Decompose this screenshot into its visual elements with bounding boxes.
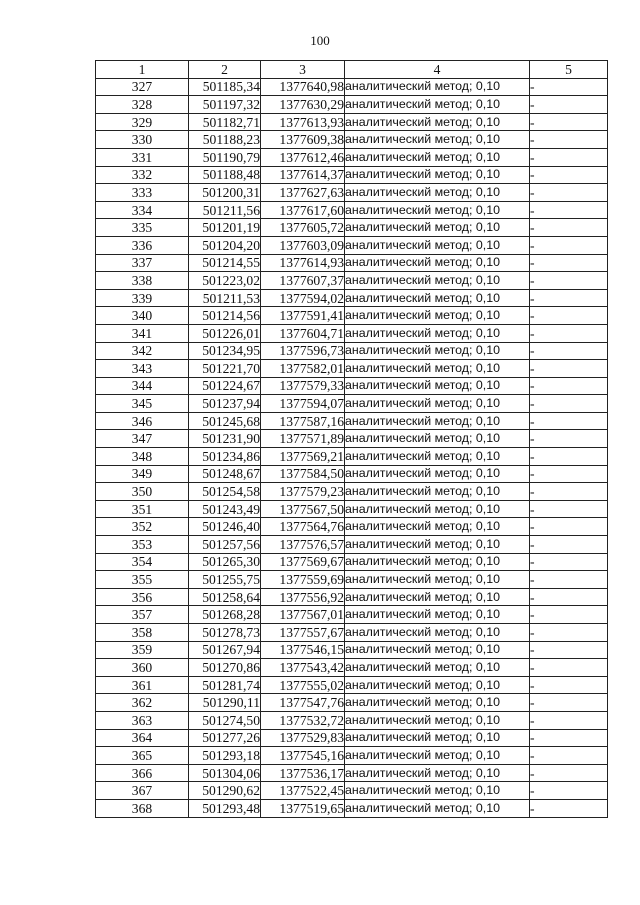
method-cell: аналитический метод; 0,10 — [345, 465, 530, 483]
note-cell: - — [530, 536, 608, 554]
method-cell: аналитический метод; 0,10 — [345, 764, 530, 782]
y-coordinate-cell: 1377557,67 — [261, 624, 345, 642]
point-number-cell: 339 — [96, 289, 189, 307]
y-coordinate-cell: 1377613,93 — [261, 113, 345, 131]
y-coordinate-cell: 1377567,50 — [261, 500, 345, 518]
table-row — [96, 184, 608, 202]
y-coordinate-cell: 1377532,72 — [261, 711, 345, 729]
y-coordinate-cell: 1377543,42 — [261, 659, 345, 677]
x-coordinate-cell: 501246,40 — [189, 518, 261, 536]
table-row — [96, 131, 608, 149]
method-cell: аналитический метод; 0,10 — [345, 289, 530, 307]
note-cell: - — [530, 307, 608, 325]
note-cell: - — [530, 184, 608, 202]
note-cell: - — [530, 430, 608, 448]
coordinates-table — [95, 60, 608, 818]
y-coordinate-cell: 1377594,02 — [261, 289, 345, 307]
method-cell: аналитический метод; 0,10 — [345, 219, 530, 237]
x-coordinate-cell: 501204,20 — [189, 236, 261, 254]
table-row — [96, 764, 608, 782]
note-cell: - — [530, 236, 608, 254]
point-number-cell: 331 — [96, 148, 189, 166]
x-coordinate-cell: 501290,11 — [189, 694, 261, 712]
x-coordinate-cell: 501243,49 — [189, 500, 261, 518]
method-cell: аналитический метод; 0,10 — [345, 272, 530, 290]
note-cell: - — [530, 483, 608, 501]
x-coordinate-cell: 501265,30 — [189, 553, 261, 571]
method-cell: аналитический метод; 0,10 — [345, 553, 530, 571]
method-cell: аналитический метод; 0,10 — [345, 483, 530, 501]
y-coordinate-cell: 1377569,67 — [261, 553, 345, 571]
method-cell: аналитический метод; 0,10 — [345, 747, 530, 765]
method-cell: аналитический метод; 0,10 — [345, 729, 530, 747]
method-cell: аналитический метод; 0,10 — [345, 676, 530, 694]
header-cell: 1 — [96, 61, 189, 79]
point-number-cell: 334 — [96, 201, 189, 219]
note-cell: - — [530, 606, 608, 624]
method-cell: аналитический метод; 0,10 — [345, 448, 530, 466]
x-coordinate-cell: 501293,18 — [189, 747, 261, 765]
table-row — [96, 606, 608, 624]
x-coordinate-cell: 501188,23 — [189, 131, 261, 149]
header-cell: 4 — [345, 61, 530, 79]
point-number-cell: 351 — [96, 500, 189, 518]
point-number-cell: 366 — [96, 764, 189, 782]
point-number-cell: 352 — [96, 518, 189, 536]
note-cell: - — [530, 113, 608, 131]
point-number-cell: 355 — [96, 571, 189, 589]
x-coordinate-cell: 501234,86 — [189, 448, 261, 466]
x-coordinate-cell: 501278,73 — [189, 624, 261, 642]
point-number-cell: 341 — [96, 324, 189, 342]
note-cell: - — [530, 272, 608, 290]
table-row — [96, 694, 608, 712]
method-cell: аналитический метод; 0,10 — [345, 377, 530, 395]
method-cell: аналитический метод; 0,10 — [345, 342, 530, 360]
note-cell: - — [530, 676, 608, 694]
method-cell: аналитический метод; 0,10 — [345, 711, 530, 729]
point-number-cell: 367 — [96, 782, 189, 800]
x-coordinate-cell: 501224,67 — [189, 377, 261, 395]
point-number-cell: 333 — [96, 184, 189, 202]
note-cell: - — [530, 324, 608, 342]
table-row — [96, 518, 608, 536]
table-row — [96, 324, 608, 342]
note-cell: - — [530, 289, 608, 307]
table-row — [96, 641, 608, 659]
x-coordinate-cell: 501211,56 — [189, 201, 261, 219]
note-cell: - — [530, 412, 608, 430]
y-coordinate-cell: 1377522,45 — [261, 782, 345, 800]
x-coordinate-cell: 501268,28 — [189, 606, 261, 624]
y-coordinate-cell: 1377569,21 — [261, 448, 345, 466]
table-row — [96, 113, 608, 131]
x-coordinate-cell: 501226,01 — [189, 324, 261, 342]
x-coordinate-cell: 501290,62 — [189, 782, 261, 800]
header-cell: 3 — [261, 61, 345, 79]
method-cell: аналитический метод; 0,10 — [345, 307, 530, 325]
method-cell: аналитический метод; 0,10 — [345, 799, 530, 817]
note-cell: - — [530, 659, 608, 677]
point-number-cell: 348 — [96, 448, 189, 466]
y-coordinate-cell: 1377603,09 — [261, 236, 345, 254]
note-cell: - — [530, 78, 608, 96]
table-row — [96, 412, 608, 430]
y-coordinate-cell: 1377614,37 — [261, 166, 345, 184]
point-number-cell: 337 — [96, 254, 189, 272]
note-cell: - — [530, 782, 608, 800]
note-cell: - — [530, 254, 608, 272]
method-cell: аналитический метод; 0,10 — [345, 201, 530, 219]
table-row — [96, 289, 608, 307]
table-row — [96, 307, 608, 325]
method-cell: аналитический метод; 0,10 — [345, 694, 530, 712]
y-coordinate-cell: 1377571,89 — [261, 430, 345, 448]
y-coordinate-cell: 1377617,60 — [261, 201, 345, 219]
note-cell: - — [530, 624, 608, 642]
header-row — [96, 61, 608, 79]
method-cell: аналитический метод; 0,10 — [345, 606, 530, 624]
y-coordinate-cell: 1377587,16 — [261, 412, 345, 430]
y-coordinate-cell: 1377582,01 — [261, 360, 345, 378]
table-row — [96, 430, 608, 448]
point-number-cell: 344 — [96, 377, 189, 395]
table-row — [96, 729, 608, 747]
y-coordinate-cell: 1377609,38 — [261, 131, 345, 149]
y-coordinate-cell: 1377614,93 — [261, 254, 345, 272]
note-cell: - — [530, 588, 608, 606]
note-cell: - — [530, 571, 608, 589]
x-coordinate-cell: 501223,02 — [189, 272, 261, 290]
y-coordinate-cell: 1377576,57 — [261, 536, 345, 554]
x-coordinate-cell: 501293,48 — [189, 799, 261, 817]
method-cell: аналитический метод; 0,10 — [345, 131, 530, 149]
x-coordinate-cell: 501190,79 — [189, 148, 261, 166]
x-coordinate-cell: 501255,75 — [189, 571, 261, 589]
method-cell: аналитический метод; 0,10 — [345, 430, 530, 448]
y-coordinate-cell: 1377567,01 — [261, 606, 345, 624]
note-cell: - — [530, 641, 608, 659]
x-coordinate-cell: 501258,64 — [189, 588, 261, 606]
point-number-cell: 357 — [96, 606, 189, 624]
table-row — [96, 395, 608, 413]
y-coordinate-cell: 1377519,65 — [261, 799, 345, 817]
x-coordinate-cell: 501274,50 — [189, 711, 261, 729]
x-coordinate-cell: 501211,53 — [189, 289, 261, 307]
method-cell: аналитический метод; 0,10 — [345, 588, 530, 606]
note-cell: - — [530, 342, 608, 360]
table-row — [96, 166, 608, 184]
x-coordinate-cell: 501231,90 — [189, 430, 261, 448]
point-number-cell: 327 — [96, 78, 189, 96]
method-cell: аналитический метод; 0,10 — [345, 254, 530, 272]
method-cell: аналитический метод; 0,10 — [345, 236, 530, 254]
x-coordinate-cell: 501254,58 — [189, 483, 261, 501]
x-coordinate-cell: 501237,94 — [189, 395, 261, 413]
note-cell: - — [530, 377, 608, 395]
table-row — [96, 536, 608, 554]
y-coordinate-cell: 1377640,98 — [261, 78, 345, 96]
table-row — [96, 342, 608, 360]
x-coordinate-cell: 501201,19 — [189, 219, 261, 237]
method-cell: аналитический метод; 0,10 — [345, 624, 530, 642]
x-coordinate-cell: 501277,26 — [189, 729, 261, 747]
method-cell: аналитический метод; 0,10 — [345, 78, 530, 96]
x-coordinate-cell: 501234,95 — [189, 342, 261, 360]
note-cell: - — [530, 448, 608, 466]
point-number-cell: 353 — [96, 536, 189, 554]
method-cell: аналитический метод; 0,10 — [345, 395, 530, 413]
point-number-cell: 329 — [96, 113, 189, 131]
point-number-cell: 360 — [96, 659, 189, 677]
y-coordinate-cell: 1377604,71 — [261, 324, 345, 342]
table-row — [96, 219, 608, 237]
x-coordinate-cell: 501188,48 — [189, 166, 261, 184]
note-cell: - — [530, 500, 608, 518]
table-row — [96, 588, 608, 606]
method-cell: аналитический метод; 0,10 — [345, 184, 530, 202]
method-cell: аналитический метод; 0,10 — [345, 571, 530, 589]
y-coordinate-cell: 1377547,76 — [261, 694, 345, 712]
x-coordinate-cell: 501257,56 — [189, 536, 261, 554]
y-coordinate-cell: 1377564,76 — [261, 518, 345, 536]
point-number-cell: 332 — [96, 166, 189, 184]
note-cell: - — [530, 729, 608, 747]
method-cell: аналитический метод; 0,10 — [345, 148, 530, 166]
point-number-cell: 343 — [96, 360, 189, 378]
point-number-cell: 361 — [96, 676, 189, 694]
point-number-cell: 358 — [96, 624, 189, 642]
method-cell: аналитический метод; 0,10 — [345, 360, 530, 378]
method-cell: аналитический метод; 0,10 — [345, 113, 530, 131]
point-number-cell: 349 — [96, 465, 189, 483]
point-number-cell: 342 — [96, 342, 189, 360]
point-number-cell: 363 — [96, 711, 189, 729]
note-cell: - — [530, 465, 608, 483]
table-body — [96, 78, 608, 817]
note-cell: - — [530, 518, 608, 536]
table-row — [96, 465, 608, 483]
x-coordinate-cell: 501267,94 — [189, 641, 261, 659]
page-number: 100 — [310, 33, 330, 48]
point-number-cell: 336 — [96, 236, 189, 254]
table-row — [96, 360, 608, 378]
note-cell: - — [530, 799, 608, 817]
point-number-cell: 356 — [96, 588, 189, 606]
y-coordinate-cell: 1377556,92 — [261, 588, 345, 606]
note-cell: - — [530, 395, 608, 413]
table-row — [96, 148, 608, 166]
table-row — [96, 236, 608, 254]
table-row — [96, 571, 608, 589]
x-coordinate-cell: 501200,31 — [189, 184, 261, 202]
y-coordinate-cell: 1377612,46 — [261, 148, 345, 166]
y-coordinate-cell: 1377584,50 — [261, 465, 345, 483]
x-coordinate-cell: 501182,71 — [189, 113, 261, 131]
table-row — [96, 676, 608, 694]
point-number-cell: 359 — [96, 641, 189, 659]
table-row — [96, 659, 608, 677]
x-coordinate-cell: 501270,86 — [189, 659, 261, 677]
y-coordinate-cell: 1377536,17 — [261, 764, 345, 782]
point-number-cell: 340 — [96, 307, 189, 325]
method-cell: аналитический метод; 0,10 — [345, 782, 530, 800]
method-cell: аналитический метод; 0,10 — [345, 518, 530, 536]
method-cell: аналитический метод; 0,10 — [345, 412, 530, 430]
point-number-cell: 338 — [96, 272, 189, 290]
x-coordinate-cell: 501245,68 — [189, 412, 261, 430]
note-cell: - — [530, 219, 608, 237]
table-row — [96, 553, 608, 571]
method-cell: аналитический метод; 0,10 — [345, 500, 530, 518]
point-number-cell: 335 — [96, 219, 189, 237]
method-cell: аналитический метод; 0,10 — [345, 324, 530, 342]
point-number-cell: 330 — [96, 131, 189, 149]
table-row — [96, 624, 608, 642]
method-cell: аналитический метод; 0,10 — [345, 536, 530, 554]
table-row — [96, 272, 608, 290]
y-coordinate-cell: 1377545,16 — [261, 747, 345, 765]
point-number-cell: 350 — [96, 483, 189, 501]
method-cell: аналитический метод; 0,10 — [345, 659, 530, 677]
y-coordinate-cell: 1377559,69 — [261, 571, 345, 589]
table-row — [96, 747, 608, 765]
table-row — [96, 448, 608, 466]
x-coordinate-cell: 501304,06 — [189, 764, 261, 782]
point-number-cell: 347 — [96, 430, 189, 448]
y-coordinate-cell: 1377594,07 — [261, 395, 345, 413]
point-number-cell: 346 — [96, 412, 189, 430]
table-row — [96, 78, 608, 96]
note-cell: - — [530, 148, 608, 166]
header-cell: 5 — [530, 61, 608, 79]
note-cell: - — [530, 360, 608, 378]
y-coordinate-cell: 1377630,29 — [261, 96, 345, 114]
x-coordinate-cell: 501248,67 — [189, 465, 261, 483]
y-coordinate-cell: 1377596,73 — [261, 342, 345, 360]
point-number-cell: 328 — [96, 96, 189, 114]
point-number-cell: 354 — [96, 553, 189, 571]
method-cell: аналитический метод; 0,10 — [345, 641, 530, 659]
table-row — [96, 500, 608, 518]
x-coordinate-cell: 501214,55 — [189, 254, 261, 272]
table-row — [96, 377, 608, 395]
note-cell: - — [530, 201, 608, 219]
x-coordinate-cell: 501197,32 — [189, 96, 261, 114]
x-coordinate-cell: 501214,56 — [189, 307, 261, 325]
table-row — [96, 96, 608, 114]
note-cell: - — [530, 96, 608, 114]
point-number-cell: 362 — [96, 694, 189, 712]
x-coordinate-cell: 501185,34 — [189, 78, 261, 96]
y-coordinate-cell: 1377579,33 — [261, 377, 345, 395]
y-coordinate-cell: 1377529,83 — [261, 729, 345, 747]
method-cell: аналитический метод; 0,10 — [345, 166, 530, 184]
table-row — [96, 483, 608, 501]
y-coordinate-cell: 1377605,72 — [261, 219, 345, 237]
point-number-cell: 345 — [96, 395, 189, 413]
table-row — [96, 711, 608, 729]
y-coordinate-cell: 1377607,37 — [261, 272, 345, 290]
point-number-cell: 368 — [96, 799, 189, 817]
table-row — [96, 201, 608, 219]
y-coordinate-cell: 1377579,23 — [261, 483, 345, 501]
x-coordinate-cell: 501221,70 — [189, 360, 261, 378]
note-cell: - — [530, 747, 608, 765]
note-cell: - — [530, 131, 608, 149]
note-cell: - — [530, 711, 608, 729]
y-coordinate-cell: 1377627,63 — [261, 184, 345, 202]
y-coordinate-cell: 1377546,15 — [261, 641, 345, 659]
note-cell: - — [530, 553, 608, 571]
table-row — [96, 254, 608, 272]
note-cell: - — [530, 694, 608, 712]
y-coordinate-cell: 1377591,41 — [261, 307, 345, 325]
point-number-cell: 364 — [96, 729, 189, 747]
note-cell: - — [530, 764, 608, 782]
table-row — [96, 799, 608, 817]
note-cell: - — [530, 166, 608, 184]
header-cell: 2 — [189, 61, 261, 79]
y-coordinate-cell: 1377555,02 — [261, 676, 345, 694]
point-number-cell: 365 — [96, 747, 189, 765]
method-cell: аналитический метод; 0,10 — [345, 96, 530, 114]
x-coordinate-cell: 501281,74 — [189, 676, 261, 694]
table-row — [96, 782, 608, 800]
